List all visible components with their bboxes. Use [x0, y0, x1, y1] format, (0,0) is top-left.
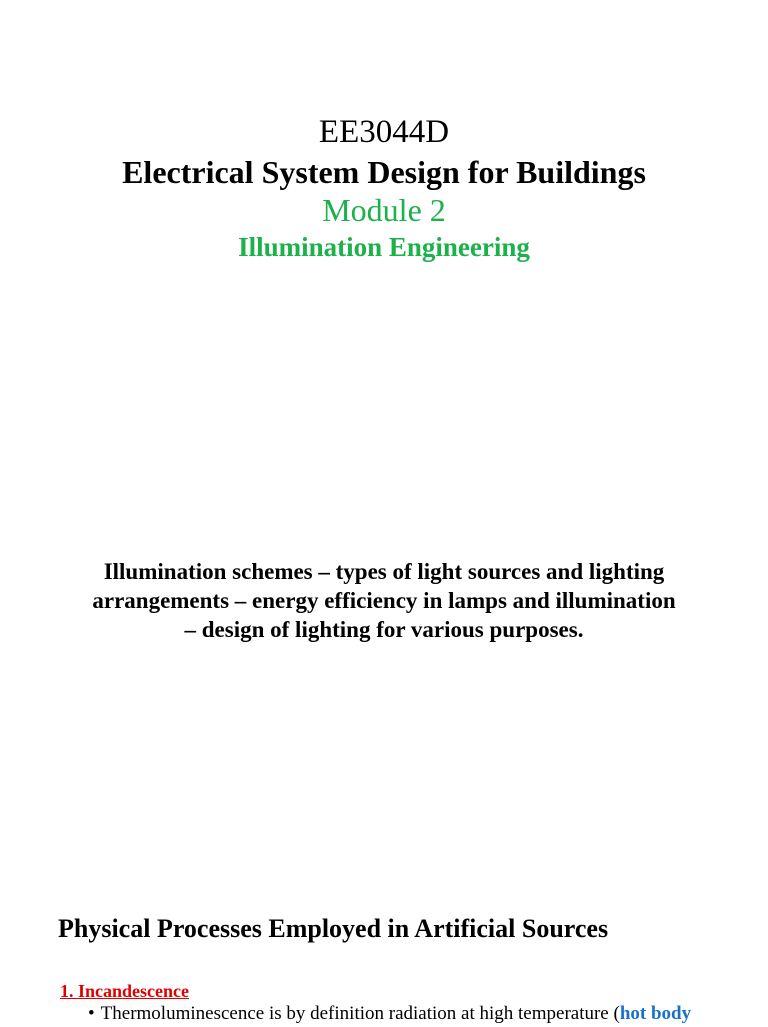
- section-heading: Physical Processes Employed in Artificial Sources: [58, 914, 609, 943]
- bullet-text: Thermoluminescence is by definition radiation at high temperature (: [100, 1003, 620, 1024]
- bullet-icon: •: [88, 1003, 95, 1024]
- course-code: EE3044D: [318, 114, 450, 150]
- module-topic: Illumination Engineering: [238, 232, 530, 262]
- module-label: Module 2: [322, 192, 446, 228]
- subsection-heading: 1. Incandescence: [60, 981, 189, 1001]
- bullet-highlight: hot body: [619, 1003, 692, 1024]
- syllabus-summary: Illumination schemes – types of light sources and lighting arrangements – energy efficiency in lamps and illumination – design of lighting for various purposes.: [92, 559, 676, 642]
- course-title: Electrical System Design for Buildings: [122, 154, 646, 190]
- bullet-item: [88, 1001, 691, 1027]
